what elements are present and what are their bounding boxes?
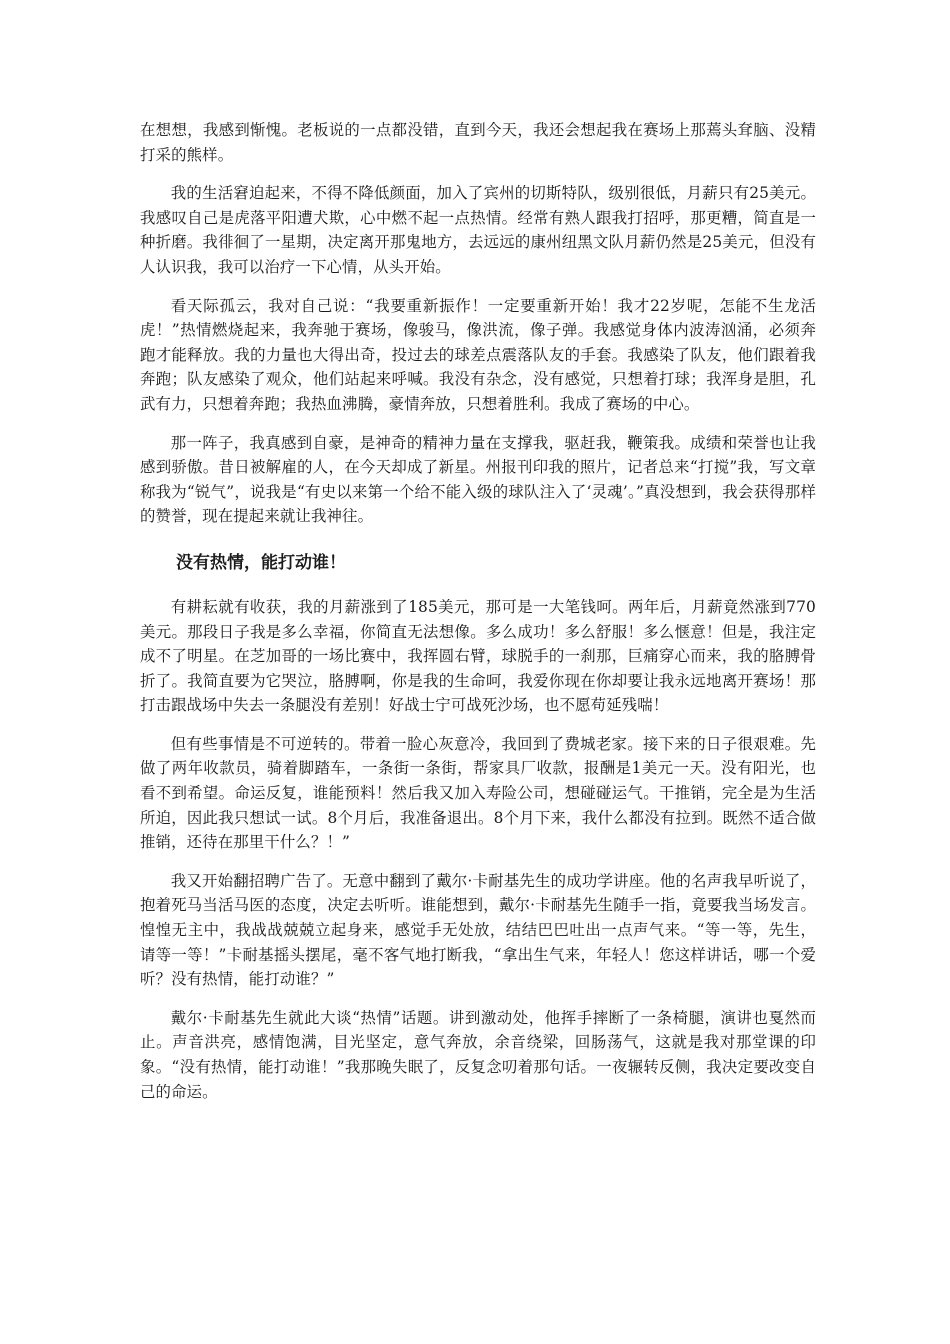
paragraph: 有耕耘就有收获，我的月薪涨到了185美元，那可是一大笔钱呵。两年后，月薪竟然涨到770美元。那段日子我是多么幸福，你简直无法想像。多么成功！多么舒服！多么惬意！但是，我注定成不了明星。在芝加哥的一场比赛中，我挥圆右臂，球脱手的一刹那，巨痛穿心而来，我的胳膊骨折了。我简直要为它哭泣，胳膊啊，你是我的生命呵，我爱你现在你却要让我永远地离开赛场！那打击跟战场中失去一条腿没有差别！好战士宁可战死沙场，也不愿苟延残喘！ <box>140 597 816 715</box>
paragraph: 我的生活窘迫起来，不得不降低颜面，加入了宾州的切斯特队，级别很低，月薪只有25美元。我感叹自己是虎落平阳遭犬欺，心中燃不起一点热情。经常有熟人跟我打招呼，那更糟，简直是一种折磨。我徘徊了一星期，决定离开那鬼地方，去远远的康州纽黑文队月薪仍然是25美元，但没有人认识我，我可以治疗一下心情，从头开始。 <box>140 184 816 276</box>
section-heading: 没有热情，能打动谁！ <box>176 552 346 573</box>
paragraph: 那一阵子，我真感到自豪，是神奇的精神力量在支撑我，驱赶我，鞭策我。成绩和荣誉也让我感到骄傲。昔日被解雇的人，在今天却成了新星。州报刊印我的照片，记者总来“打搅”我，写文章称我为“锐气”，说我是“有史以来第一个给不能入级的球队注入了‘灵魂’。”真没想到，我会获得那样的赞誉，现在提起来就让我神往。 <box>140 433 816 526</box>
paragraph: 看天际孤云，我对自己说：“我要重新振作！一定要重新开始！我才22岁呢，怎能不生龙活虎！”热情燃烧起来，我奔驰于赛场，像骏马，像洪流，像子弹。我感觉身体内波涛汹涌，必须奔跑才能释放。我的力量也大得出奇，投过去的球差点震落队友的手套。我感染了队友，他们跟着我奔跑；队友感染了观众，他们站起来呼喊。我没有杂念，没有感觉，只想着打球；我浑身是胆，孔武有力，只想着奔跑；我热血沸腾，豪情奔放，只想着胜利。我成了赛场的中心。 <box>140 296 816 413</box>
paragraph: 但有些事情是不可逆转的。带着一脸心灰意冷，我回到了费城老家。接下来的日子很艰难。先做了两年收款员，骑着脚踏车，一条街一条街，帮家具厂收款，报酬是1美元一天。没有阳光，也看不到希望。命运反复，谁能预料！然后我又加入寿险公司，想碰碰运气。干推销，完全是为生活所迫，因此我只想试一试。8个月后，我准备退出。8个月下来，我什么都没有拉到。既然不适合做推销，还待在那里干什么？！” <box>140 734 816 852</box>
document-page <box>140 118 816 1118</box>
paragraph: 在想想，我感到惭愧。老板说的一点都没错，直到今天，我还会想起我在赛场上那蔫头耷脑、没精打采的熊样。 <box>140 121 816 164</box>
paragraph: 我又开始翻招聘广告了。无意中翻到了戴尔·卡耐基先生的成功学讲座。他的名声我早听说了，抱着死马当活马医的态度，决定去听听。谁能想到，戴尔·卡耐基先生随手一指，竟要我当场发言。惶惶无主中，我战战兢兢立起身来，感觉手无处放，结结巴巴吐出一点声气来。“等一等，先生，请等一等！”卡耐基摇头摆尾，毫不客气地打断我，“拿出生气来，年轻人！您这样讲话，哪一个爱听？没有热情，能打动谁？” <box>140 871 816 989</box>
paragraph: 戴尔·卡耐基先生就此大谈“热情”话题。讲到激动处，他挥手摔断了一条椅腿，演讲也戛然而止。声音洪亮，感情饱满，目光坚定，意气奔放，余音绕梁，回肠荡气，这就是我对那堂课的印象。“没有热情，能打动谁！”我那晚失眠了，反复念叨着那句话。一夜辗转反侧，我决定要改变自己的命运。 <box>140 1008 816 1101</box>
